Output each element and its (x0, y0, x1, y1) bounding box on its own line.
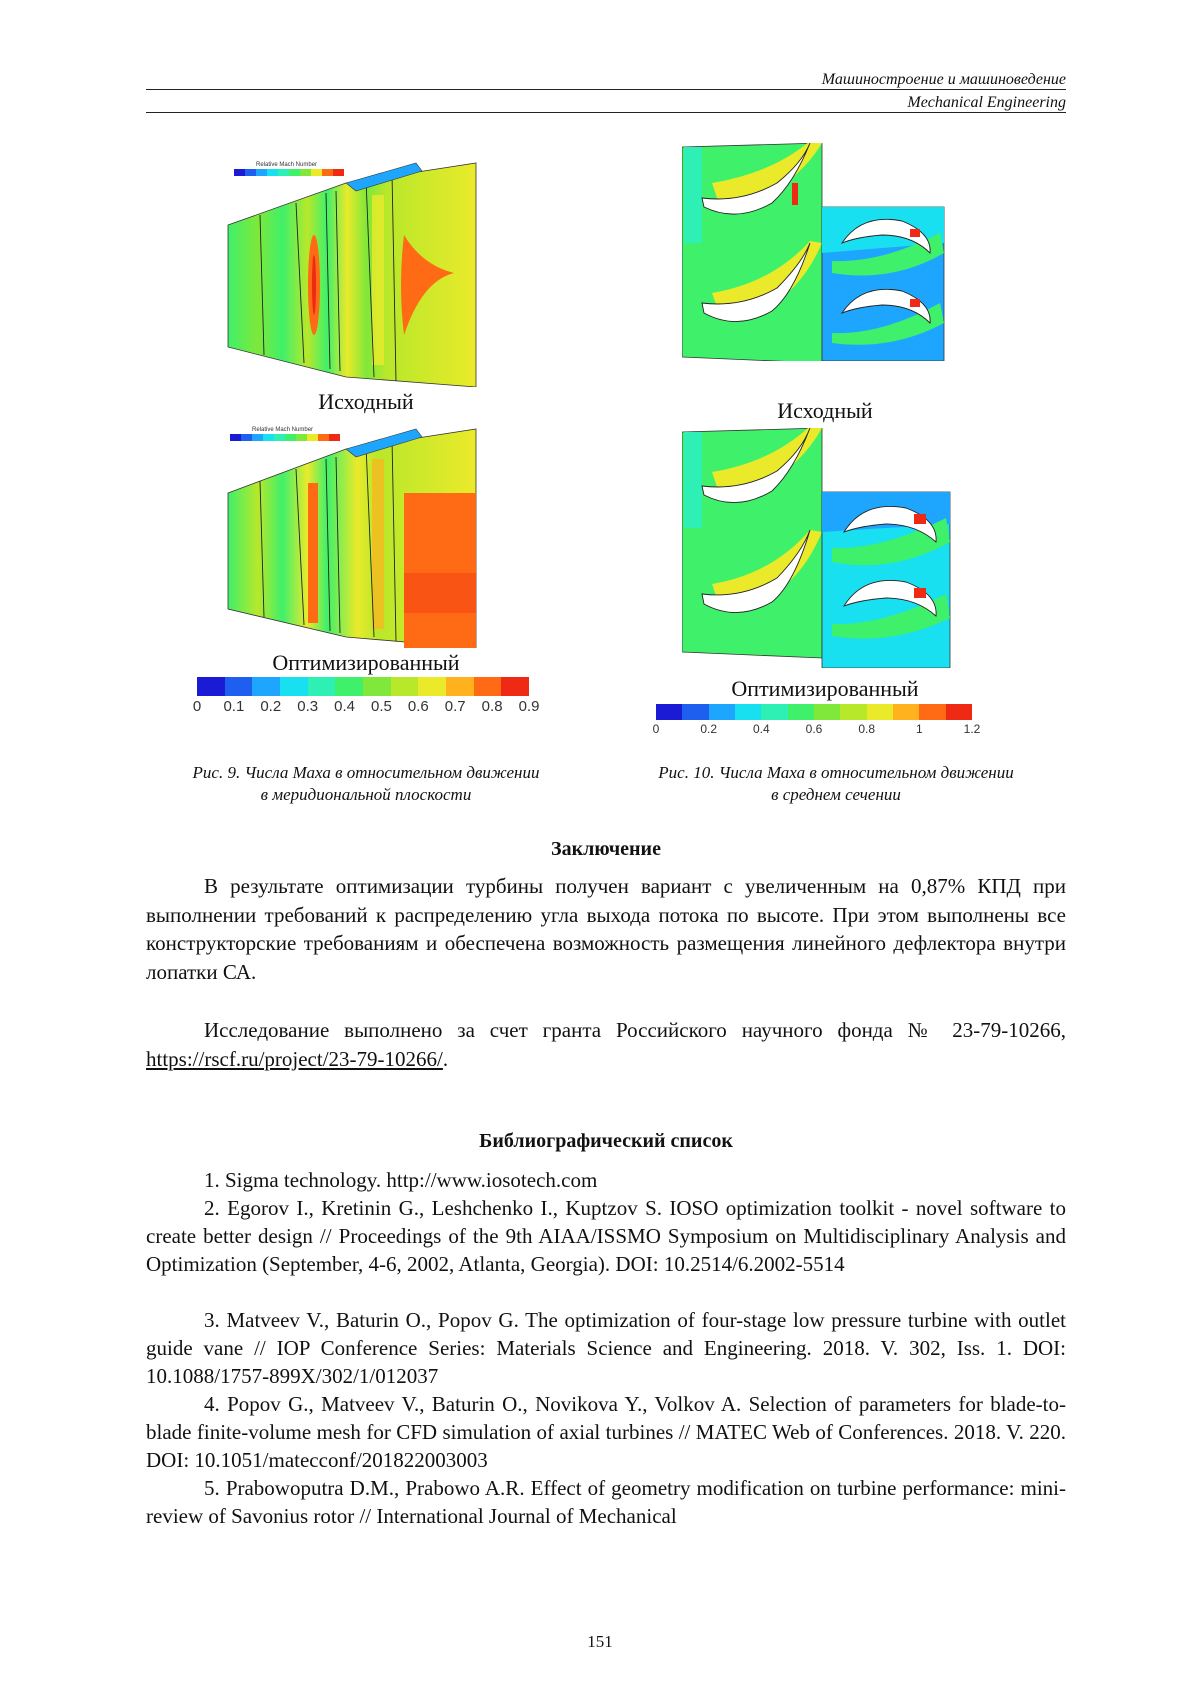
fig9-caption-line1: Рис. 9. Числа Маха в относительном движении (192, 763, 540, 782)
reference-item (146, 1474, 1066, 1530)
bibliography-title: Библиографический список (479, 1130, 733, 1152)
reference-item (146, 1166, 1066, 1194)
fig9-colorbar-tick: 0.7 (444, 698, 466, 715)
fig9-colorbar-segment (280, 677, 308, 696)
fig9-colorbar-segment (225, 677, 253, 696)
header-rule-bottom (146, 112, 1066, 113)
conclusion-p1-text: В результате оптимизации турбины получен вариант с увеличенным на 0,87% КПД при выполнении требований к распределению угла выхода потока по высоте. При этом выполнены все конструкторские требованиям и обеспечена возможность размещения линейного дефлектора внутри лопатки СА. (146, 874, 1066, 984)
fig10-colorbar (656, 704, 972, 720)
reference-item (146, 1390, 1066, 1474)
fig9-colorbar-segment (363, 677, 391, 696)
fig10-colorbar-segment (709, 704, 735, 720)
fig9-colorbar-tick: 0.4 (334, 698, 355, 715)
fig9-colorbar-segment (252, 677, 280, 696)
fig10-caption (606, 762, 1066, 806)
grant-text-end: . (442, 1046, 449, 1071)
fig10-colorbar-tick: 1.2 (963, 722, 981, 736)
journal-title-en: Mechanical Engineering (907, 94, 1066, 111)
fig9-colorbar-tick: 0 (192, 698, 202, 715)
fig9-optimized-label: Оптимизированный (272, 650, 460, 675)
fig9-small-legend-2 (230, 434, 340, 441)
fig10-colorbar-tick: 1 (915, 722, 923, 736)
fig10-colorbar-segment (735, 704, 761, 720)
fig9-colorbar-segment (501, 677, 529, 696)
fig10-colorbar-tick: 0.4 (752, 722, 770, 736)
fig9-colorbar-segment (197, 677, 225, 696)
fig9-colorbar-segment (308, 677, 336, 696)
fig9-colorbar-segment (391, 677, 419, 696)
fig9-colorbar-tick: 0.6 (407, 698, 429, 715)
reference-item (146, 1306, 1066, 1390)
fig9-optimized-contour (226, 423, 506, 648)
fig9-original-contour (226, 155, 506, 387)
fig9-caption (146, 762, 586, 806)
fig10-caption-line2: в среднем сечении (771, 785, 901, 804)
fig9-caption-line2: в меридиональной плоскости (260, 785, 472, 804)
fig9-colorbar-segment (418, 677, 446, 696)
grant-link[interactable]: https://rscf.ru/project/23-79-10266/ (146, 1046, 443, 1071)
fig9-colorbar-segment (335, 677, 363, 696)
grant-text: Исследование выполнено за счет гранта Российского научного фонда № 23-79-10266, (204, 1018, 1066, 1042)
conclusion-paragraph-1 (146, 872, 1066, 986)
fig10-colorbar-segment (761, 704, 787, 720)
reference-2-text: 2. Egorov I., Kretinin G., Leshchenko I., Kuptzov S. IOSO optimization toolkit - novel software to create better design // Proceedings of the 9th AIAA/ISSMO Symposium on Multidisciplinary Analysis and Optimization (September, 4-6, 2002, Atlanta, Georgia). DOI: 10.2514/6.2002-5514 (146, 1196, 1066, 1276)
journal-title-ru: Машиностроение и машиноведение (821, 71, 1066, 88)
fig10-optimized-contour (682, 428, 968, 668)
fig9-colorbar-tick: 0.5 (371, 698, 392, 715)
fig10-colorbar-segment (814, 704, 840, 720)
fig10-colorbar-segment (656, 704, 682, 720)
fig9-colorbar-tick: 0.1 (223, 698, 245, 715)
fig10-optimized-label: Оптимизированный (731, 676, 919, 701)
fig9-small-legend (234, 169, 344, 176)
fig9-colorbar-tick: 0.9 (518, 698, 540, 715)
fig10-original-label: Исходный (777, 398, 873, 423)
fig10-colorbar-segment (893, 704, 919, 720)
page-number: 151 (587, 1632, 613, 1651)
reference-3-text: 3. Matveev V., Baturin O., Popov G. The optimization of four-stage low pressure turbine with outlet guide vane // IOP Conference Series: Materials Science and Engineering. 2018. V. 302, Iss. 1. DOI: 10.1088/1757-899X/302/1/012037 (146, 1308, 1066, 1388)
conclusion-title: Заключение (551, 838, 661, 860)
fig10-colorbar-segment (840, 704, 866, 720)
reference-item (146, 1194, 1066, 1278)
fig10-colorbar-ticks (652, 722, 981, 738)
fig9-colorbar-ticks (192, 698, 540, 718)
fig10-colorbar-segment (682, 704, 708, 720)
fig9-colorbar-segment (474, 677, 502, 696)
fig9-colorbar-segment (446, 677, 474, 696)
fig10-colorbar-tick: 0.2 (700, 722, 717, 736)
fig10-colorbar-tick: 0.8 (858, 722, 875, 736)
reference-5-text: 5. Prabowoputra D.M., Prabowo A.R. Effect of geometry modification on turbine performance: mini-review of Savonius rotor // International Journal of Mechanical (146, 1476, 1066, 1528)
fig10-colorbar-segment (788, 704, 814, 720)
fig9-colorbar-tick: 0.3 (297, 698, 319, 715)
header-rule-top (146, 89, 1066, 90)
reference-4-text: 4. Popov G., Matveev V., Baturin O., Novikova Y., Volkov A. Selection of parameters for blade-to-blade finite-volume mesh for CFD simulation of axial turbines // MATEC Web of Conferences. 2018. V. 220. DOI: 10.1051/matecconf/201822003003 (146, 1392, 1066, 1472)
fig10-colorbar-tick: 0 (652, 722, 660, 736)
fig10-colorbar-segment (946, 704, 972, 720)
fig9-colorbar (197, 677, 529, 696)
fig10-caption-line1: Рис. 10. Числа Маха в относительном движении (658, 763, 1014, 782)
fig9-original-label: Исходный (318, 389, 414, 414)
fig9-colorbar-tick: 0.2 (260, 698, 282, 715)
fig10-colorbar-segment (867, 704, 893, 720)
conclusion-paragraph-2 (146, 1016, 1066, 1073)
fig10-original-contour (682, 143, 968, 361)
fig9-legend-title-2: Relative Mach Number (252, 427, 314, 433)
fig10-colorbar-tick: 0.6 (805, 722, 823, 736)
fig9-colorbar-tick: 0.8 (481, 698, 503, 715)
reference-1-text: 1. Sigma technology. http://www.iosotech.com (204, 1168, 598, 1192)
fig9-legend-title: Relative Mach Number (256, 162, 318, 168)
fig10-colorbar-segment (919, 704, 945, 720)
